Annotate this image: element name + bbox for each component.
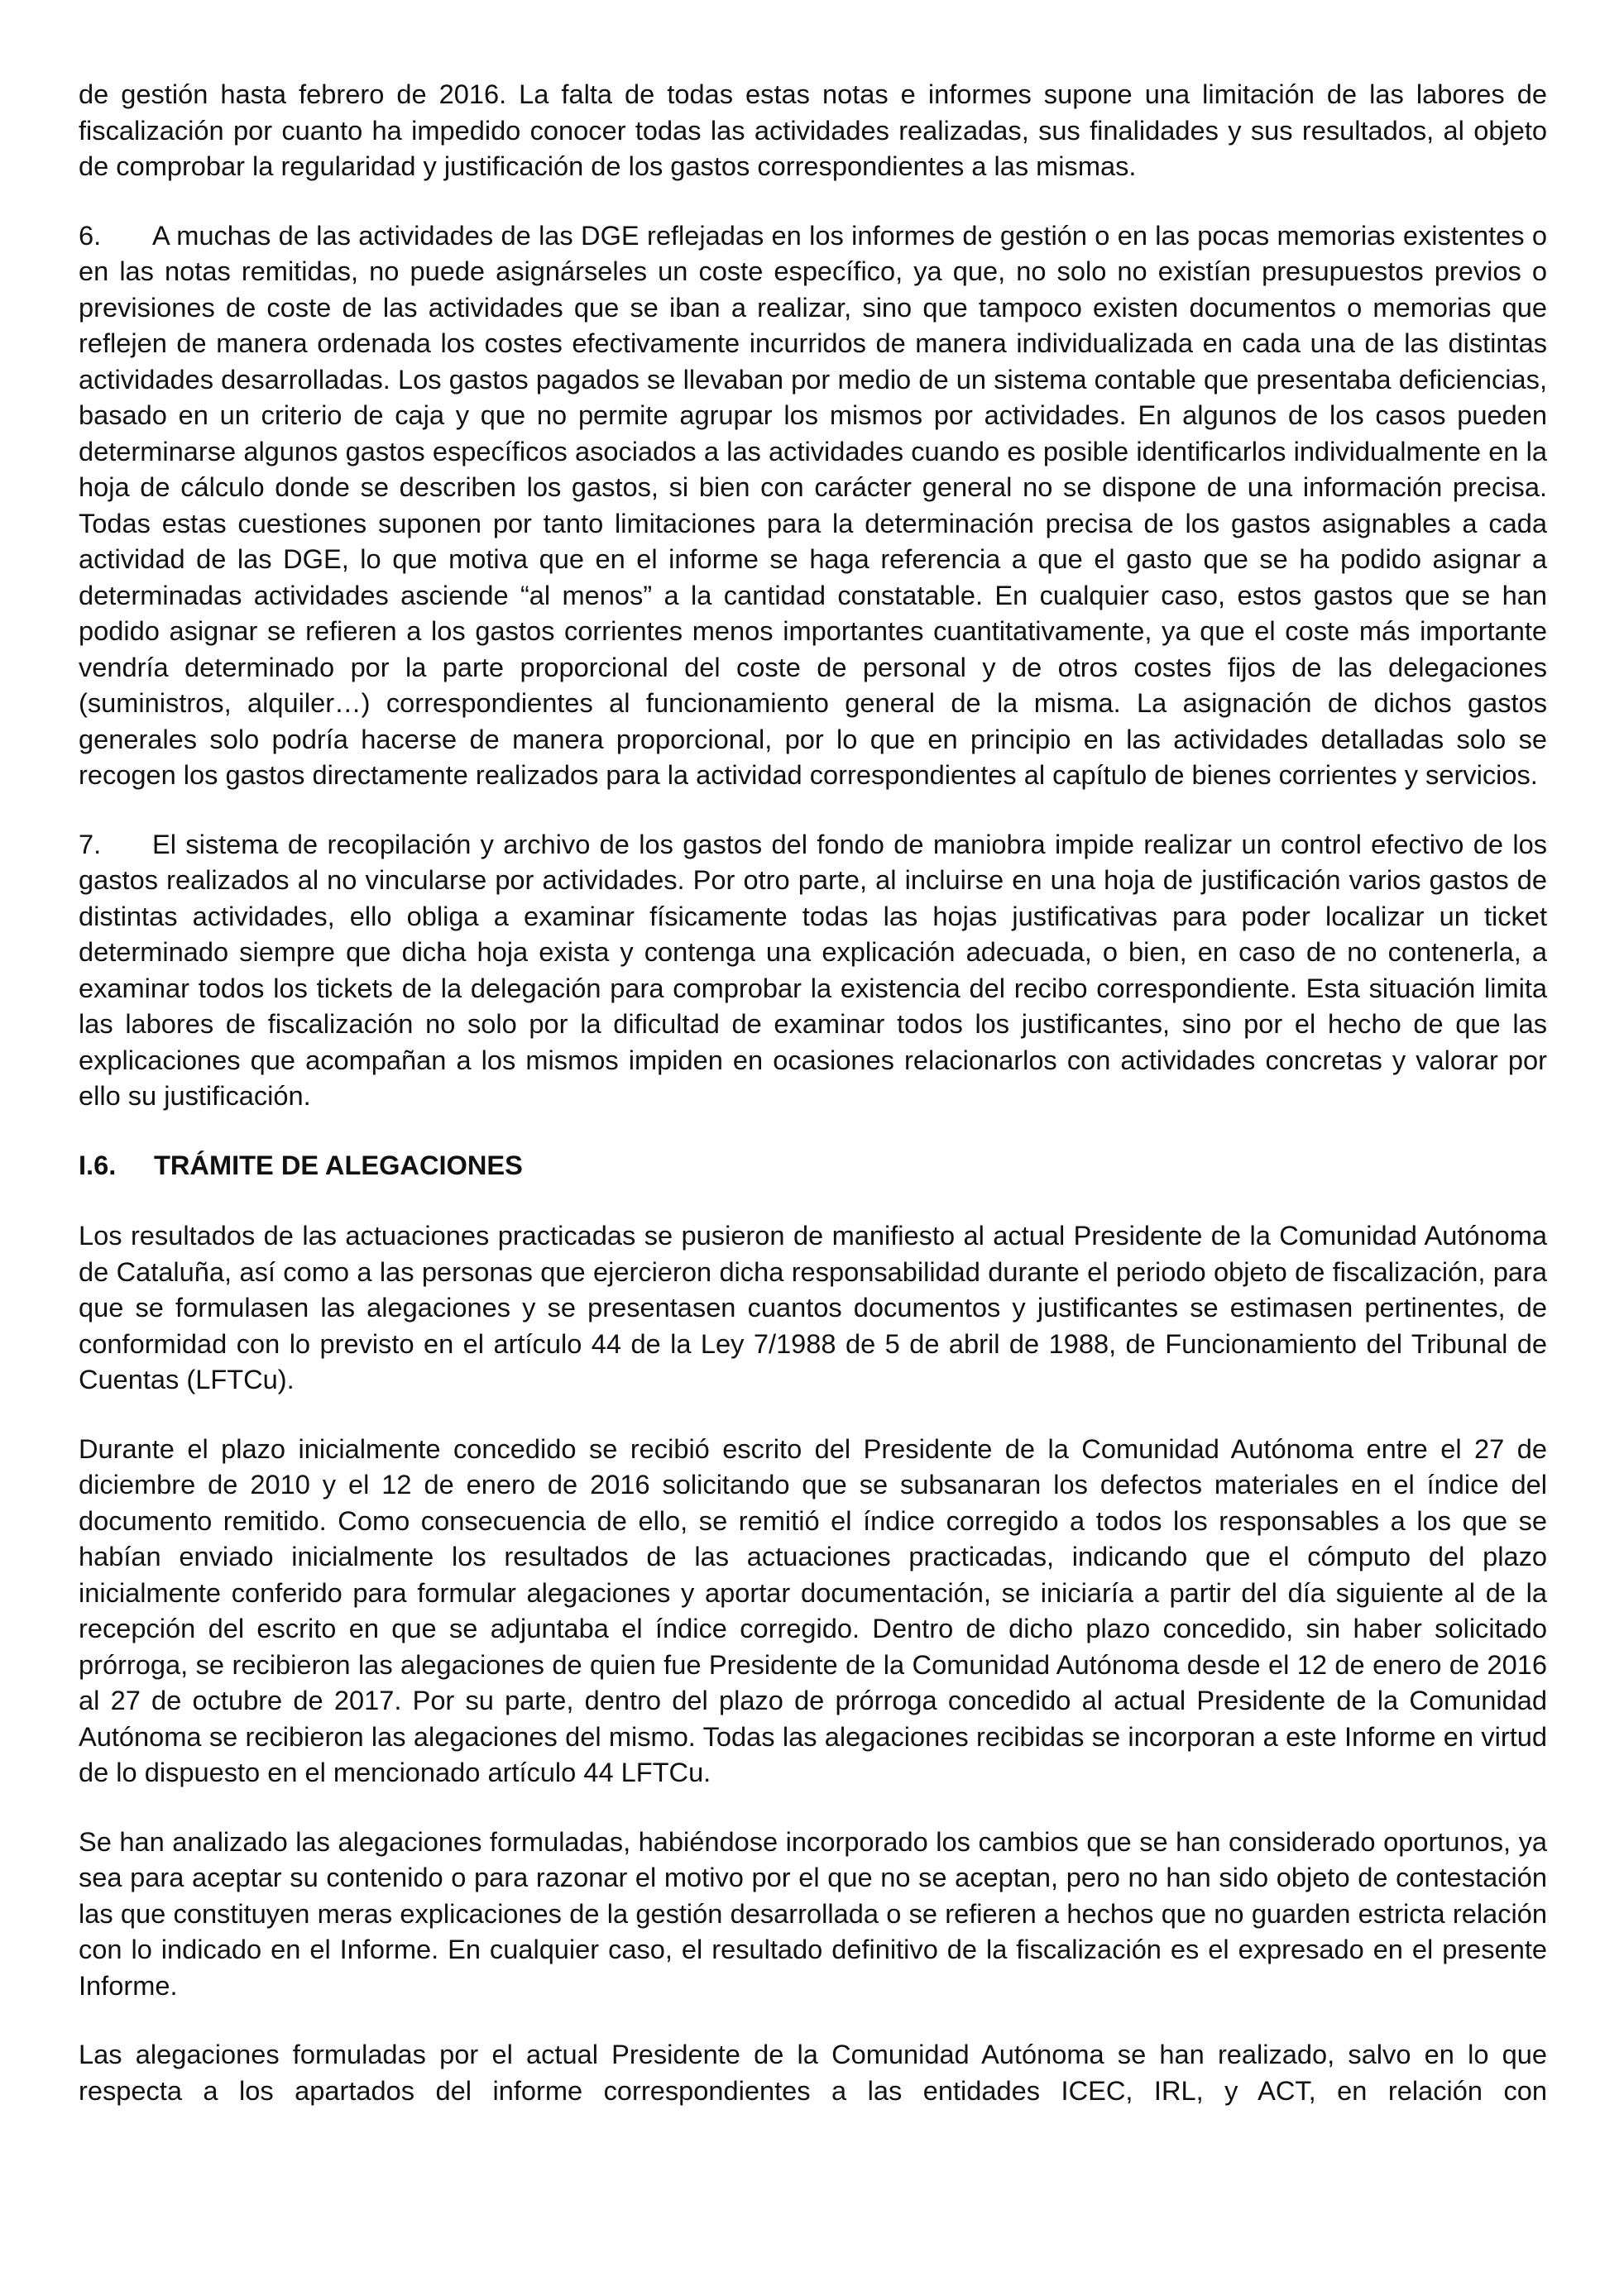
paragraph-b: Durante el plazo inicialmente concedido se recibió escrito del Presidente de la Comunidad Autónoma entre el 27 de diciembre de 2010 y el 12 de enero de 2016 solicitando que se subsanaran los defectos materiales en el índice del documento remitido. Como consecuencia de ello, se remitió el índice corregido a todos los responsables a los que se habían enviado inicialmente los resultados de las actuaciones practicadas, indicando que el cómputo del plazo inicialmente conferido para formular alegaciones y aportar documentación, se iniciaría a partir del día siguiente al de la recepción del escrito en que se adjuntaba el índice corregido. Dentro de dicho plazo concedido, sin haber solicitado prórroga, se recibieron las alegaciones de quien fue Presidente de la Comunidad Autónoma desde el 12 de enero de 2016 al 27 de octubre de 2017. Por su parte, dentro del plazo de prórroga concedido al actual Presidente de la Comunidad Autónoma se recibieron las alegaciones del mismo. Todas las alegaciones recibidas se incorporan a este Informe en virtud de lo dispuesto en el mencionado artículo 44 LFTCu. bbox=[79, 1433, 1547, 1787]
paragraph-d: Las alegaciones formuladas por el actual Presidente de la Comunidad Autónoma se han realizado, salvo en lo que respecta a los apartados del informe correspondientes a las entidades ICEC, IRL, y ACT, en relación con bbox=[79, 2039, 1547, 2106]
paragraph-7 bbox=[79, 826, 1547, 1114]
paragraph-a: Los resultados de las actuaciones practicadas se pusieron de manifiesto al actual Presidente de la Comunidad Autónoma de Cataluña, así como a las personas que ejercieron dicha responsabilidad durante el periodo objeto de fiscalización, para que se formulasen las alegaciones y se presentasen cuantos documentos y justificantes se estimasen pertinentes, de conformidad con lo previsto en el artículo 44 de la Ley 7/1988 de 5 de abril de 1988, de Funcionamiento del Tribunal de Cuentas (LFTCu). bbox=[79, 1220, 1547, 1394]
document-page bbox=[79, 76, 1547, 2141]
paragraph-text: El sistema de recopilación y archivo de los gastos del fondo de maniobra impide realizar un control efectivo de los gastos realizados al no vincularse por actividades. Por otro parte, al incluirse en una hoja de justificación varios gastos de distintas actividades, ello obliga a examinar físicamente todas las hojas justificativas para poder localizar un ticket determinado siempre que dicha hoja exista y contenga una explicación adecuada, o bien, en caso de no contenerla, a examinar todos los tickets de la delegación para comprobar la existencia del recibo correspondiente. Esta situación limita las labores de fiscalización no solo por la dificultad de examinar todos los justificantes, sino por el hecho de que las explicaciones que acompañan a los mismos impiden en ocasiones relacionarlos con actividades concretas y valorar por ello su justificación. bbox=[79, 828, 1547, 1111]
section-heading bbox=[79, 1147, 1547, 1184]
section-number: I.6. bbox=[79, 1149, 117, 1180]
paragraph-text: A muchas de las actividades de las DGE reflejadas en los informes de gestión o en las pocas memorias existentes o en las notas remitidas, no puede asignárseles un coste específico, ya que, no solo no existían presupuestos previos o previsiones de coste de las actividades que se iban a realizar, sino que tampoco existen documentos o memorias que reflejen de manera ordenada los costes efectivamente incurridos de manera individualizada en cada una de las distintas actividades desarrolladas. Los gastos pagados se llevaban por medio de un sistema contable que presentaba deficiencias, basado en un criterio de caja y que no permite agrupar los mismos por actividades. En algunos de los casos pueden determinarse algunos gastos específicos asociados a las actividades cuando es posible identificarlos individualmente en la hoja de cálculo donde se describen los gastos, si bien con carácter general no se dispone de una información precisa. Todas estas cuestiones suponen por tanto limitaciones para la determinación precisa de los gastos asignables a cada actividad de las DGE, lo que motiva que en el informe se haga referencia a que el gasto que se ha podido asignar a determinadas actividades asciende “al menos” a la cantidad constatable. En cualquier caso, estos gastos que se han podido asignar se refieren a los gastos corrientes menos importantes cuantitativamente, ya que el coste más importante vendría determinado por la parte proporcional del coste de personal y de otros costes fijos de las delegaciones (suministros, alquiler…) correspondientes al funcionamiento general de la misma. La asignación de dichos gastos generales solo podría hacerse de manera proporcional, por lo que en principio en las actividades detalladas solo se recogen los gastos directamente realizados para la actividad correspondientes al capítulo de bienes corrientes y servicios. bbox=[79, 219, 1547, 790]
paragraph-number: 7. bbox=[79, 828, 102, 859]
paragraph-number: 6. bbox=[79, 219, 102, 251]
paragraph-intro: de gestión hasta febrero de 2016. La falta de todas estas notas e informes supone una limitación de las labores de fiscalización por cuanto ha impedido conocer todas las actividades realizadas, sus finalidades y sus resultados, al objeto de comprobar la regularidad y justificación de los gastos correspondientes a las mismas. bbox=[79, 79, 1547, 181]
paragraph-c: Se han analizado las alegaciones formuladas, habiéndose incorporado los cambios que se han considerado oportunos, ya sea para aceptar su contenido o para razonar el motivo por el que no se aceptan, pero no han sido objeto de contestación las que constituyen meras explicaciones de la gestión desarrollada o se refieren a hechos que no guarden estricta relación con lo indicado en el Informe. En cualquier caso, el resultado definitivo de la fiscalización es el expresado en el presente Informe. bbox=[79, 1825, 1547, 2001]
section-title: TRÁMITE DE ALEGACIONES bbox=[154, 1149, 523, 1180]
paragraph-6 bbox=[79, 218, 1547, 793]
